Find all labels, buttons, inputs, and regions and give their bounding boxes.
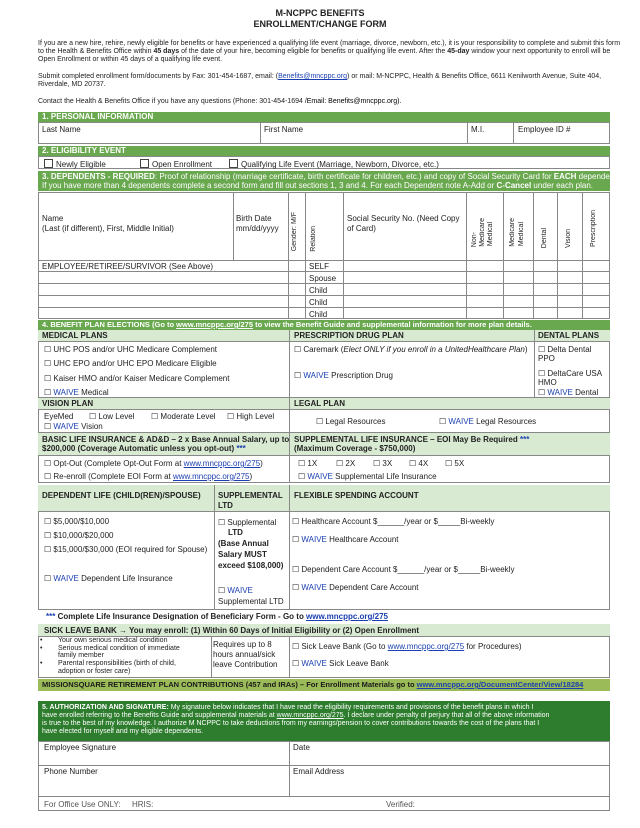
waive-dental-option[interactable]: ☐ WAIVE Dental (538, 388, 599, 397)
col-nonmed-2: Medicare (479, 218, 486, 247)
hris-label: HRIS: (132, 800, 154, 809)
intro-line-2: to the Health & Benefits Office within 45 days of the date of your hire, becoming eligible for benefits or qualifying life event. After the 45-day window your next opportunity to enroll will be (38, 48, 611, 55)
col-prescription: Prescription (590, 210, 597, 247)
sick-bullet-3: Parental responsibilities (birth of child, (58, 660, 176, 667)
intro-line-1: If you are a new hire, rehire, newly eligible for benefits or have experienced a qualifying life event (marriage, divorce, newborn, etc.), it is your responsibility to complete and submit this form (38, 40, 621, 47)
delta-ppo-sub: PPO (538, 354, 555, 363)
section2-header: 2. ELIGIBILITY EVENT (38, 146, 610, 156)
basic-life-title: BASIC LIFE INSURANCE & AD&D – 2 x Base Annual Salary, up to (42, 435, 290, 444)
supp-4x-option[interactable]: ☐ 4X (409, 459, 429, 468)
waive-supp-life-option[interactable]: ☐ WAIVE Supplemental Life Insurance (298, 472, 437, 481)
form-title: M-NCPPC BENEFITS (275, 8, 365, 18)
rel-self: SELF (309, 262, 330, 271)
col-med-2: Medical (518, 222, 525, 247)
vision-moderate-option[interactable]: ☐ Moderate Level (151, 412, 216, 421)
fsa-title: FLEXIBLE SPENDING ACCOUNT (294, 491, 419, 500)
date-field[interactable]: Date (293, 743, 310, 752)
phone-number-field[interactable]: Phone Number (44, 767, 98, 776)
supp-1x-option[interactable]: ☐ 1X (298, 459, 318, 468)
eyemed-label: EyeMed (44, 412, 74, 421)
supp-ltd-title-2: LTD (218, 501, 233, 510)
first-name-field[interactable]: First Name (264, 125, 304, 134)
requires-line-3: leave Contribution (213, 660, 278, 669)
col-birth-sub: mm/dd/yyyy (236, 224, 279, 233)
sick-leave-title: SICK LEAVE BANK → You may enroll: (1) Within 60 Days of Initial Eligibility or (2) Open Enrollment (44, 626, 420, 635)
qualifying-event-option[interactable]: Qualifying Life Event (Marriage, Newborn, Divorce, etc.) (229, 159, 439, 169)
dental-plans-title: DENTAL PLANS (538, 331, 600, 340)
section4-header: 4. BENEFIT PLAN ELECTIONS (Go to www.mncppc.org/275 to view the Benefit Guide and supplemental information for more plan details. (38, 320, 610, 330)
waive-dependent-care-option[interactable]: ☐ WAIVE Dependent Care Account (292, 583, 419, 592)
rel-spouse: Spouse (309, 274, 337, 283)
supp-5x-option[interactable]: ☐ 5X (445, 459, 465, 468)
checkbox-icon[interactable] (44, 159, 53, 168)
opt-out-option[interactable]: ☐ Opt-Out (Complete Opt-Out Form at www.mncppc.org/275) (44, 459, 263, 468)
dep-life-5k-option[interactable]: ☐ $5,000/$10,000 (44, 517, 110, 526)
plans-link[interactable]: www.mncppc.org/275 (176, 320, 253, 329)
last-name-field[interactable]: Last Name (42, 125, 81, 134)
kaiser-option[interactable]: ☐ Kaiser HMO and/or Kaiser Medicare Complement (44, 374, 230, 383)
bullet-icon: • (40, 660, 43, 667)
vision-high-option[interactable]: ☐ High Level (227, 412, 275, 421)
waive-vision-option[interactable]: ☐ WAIVE Vision (44, 422, 103, 431)
uhc-epo-option[interactable]: ☐ UHC EPO and/or UHC EPO Medicare Eligible (44, 359, 217, 368)
missionsquare-link[interactable]: www.mncppc.org/DocumentCenter/View/18284 (416, 680, 584, 689)
col-med: Medicare (509, 218, 516, 247)
col-ssn: Social Security No. (Need Copy (347, 214, 460, 223)
supp-life-title: SUPPLEMENTAL LIFE INSURANCE – EOI May Be Required *** (294, 435, 530, 444)
waive-healthcare-option[interactable]: ☐ WAIVE Healthcare Account (292, 535, 399, 544)
bullet-icon: • (40, 637, 43, 644)
supp-3x-option[interactable]: ☐ 3X (373, 459, 393, 468)
sick-bullet-1: Your own serious medical condition (58, 637, 168, 644)
deltacare-sub: HMO (538, 378, 557, 387)
ltd-line-5: exceed $108,000) (218, 561, 284, 570)
deltacare-option[interactable]: ☐ DeltaCare USA (538, 369, 603, 378)
employee-id-field[interactable]: Employee ID # (518, 125, 571, 134)
col-birth: Birth Date (236, 214, 272, 223)
sick-bullet-3b: adoption or foster care) (58, 668, 131, 675)
supp-2x-option[interactable]: ☐ 2X (336, 459, 356, 468)
requires-line-1: Requires up to 8 (213, 640, 272, 649)
checkbox-icon[interactable] (140, 159, 149, 168)
dep-life-title: DEPENDENT LIFE (CHILD(REN)/SPOUSE) (42, 491, 201, 500)
beneficiary-link[interactable]: www.mncppc.org/275 (306, 612, 388, 621)
bullet-icon: • (40, 645, 43, 652)
uhc-pos-option[interactable]: ☐ UHC POS and/or UHC Medicare Complement (44, 345, 218, 354)
employee-row-label: EMPLOYEE/RETIREE/SURVIVOR (See Above) (42, 262, 214, 271)
re-enroll-option[interactable]: ☐ Re-enroll (Complete EOI Form at www.mncppc.org/275) (44, 472, 253, 481)
waive-medical-option[interactable]: ☐ WAIVE Medical (44, 388, 109, 397)
contact-line: Contact the Health & Benefits Office if you have any questions (Phone: 301-454-1694 /Email: Benefits@mncppc.org). (38, 98, 402, 105)
rx-plan-title: PRESCRIPTION DRUG PLAN (294, 331, 404, 340)
ltd-line-2: LTD (228, 528, 243, 537)
col-name-sub: (Last (if different), First, Middle Initial) (42, 224, 174, 233)
col-nonmed: Non- (471, 232, 478, 248)
waive-ltd-sub: Supplemental LTD (218, 597, 284, 606)
submit-line-1: Submit completed enrollment form/documents by Fax: 301-454-1687, email: (Benefits@mncppc.org) or mail: M-NCPPC, Health & Benefits Office, 6611 Kenilworth Avenue, Suite 404, (38, 73, 602, 80)
supp-ltd-option[interactable]: ☐ Supplemental (218, 518, 277, 527)
rel-child-1: Child (309, 286, 328, 295)
sick-bullet-2: Serious medical condition of immediate (58, 645, 180, 652)
legal-plan-title: LEGAL PLAN (294, 399, 345, 408)
vision-low-option[interactable]: ☐ Low Level (89, 412, 135, 421)
submit-line-2: Riverdale, MD 20737. (38, 81, 106, 88)
dep-life-10k-option[interactable]: ☐ $10,000/$20,000 (44, 531, 114, 540)
rel-child-3: Child (309, 310, 328, 319)
caremark-option[interactable]: ☐ Caremark (Elect ONLY if you enroll in a UnitedHealthcare Plan) (294, 345, 528, 354)
waive-ltd-option[interactable]: ☐ WAIVE (218, 586, 253, 595)
col-dental: Dental (541, 228, 548, 249)
mi-field[interactable]: M.I. (471, 125, 485, 134)
sick-leave-option[interactable]: ☐ Sick Leave Bank (Go to www.mncppc.org/275 for Procedures) (292, 642, 522, 651)
vision-plan-title: VISION PLAN (42, 399, 94, 408)
ltd-line-3: (Base Annual (218, 539, 269, 548)
rel-child-2: Child (309, 298, 328, 307)
col-name: Name (42, 214, 64, 223)
intro-line-3: Open Enrollment or within 45 days of a qualifying life event. (38, 56, 223, 63)
basic-life-title-2: $200,000 (Coverage Automatic unless you opt-out) *** (42, 444, 246, 453)
col-vision: Vision (565, 229, 572, 248)
checkbox-icon[interactable] (229, 159, 238, 168)
ltd-line-4: Salary MUST (218, 550, 267, 559)
col-ssn-sub: of Card) (347, 224, 376, 233)
benefits-email-link[interactable]: Benefits@mncppc.org (278, 73, 348, 80)
delta-ppo-option[interactable]: ☐ Delta Dental (538, 345, 592, 354)
waive-dep-life-option[interactable]: ☐ WAIVE Dependent Life Insurance (44, 574, 173, 583)
supp-ltd-title: SUPPLEMENTAL (218, 491, 283, 500)
form-subtitle: ENROLLMENT/CHANGE FORM (253, 19, 387, 29)
beneficiary-line: *** Complete Life Insurance Designation of Beneficiary Form - Go to www.mncppc.org/275 (46, 612, 388, 621)
supp-life-title-2: (Maximum Coverage - $750,000) (294, 444, 416, 453)
newly-eligible-option[interactable]: Newly Eligible (44, 159, 106, 169)
legal-resources-option[interactable]: ☐ Legal Resources (316, 417, 386, 426)
dep-life-15k-option[interactable]: ☐ $15,000/$30,000 (EOI required for Spouse) (44, 545, 208, 554)
authorization-block: 5. AUTHORIZATION AND SIGNATURE: My signature below indicates that I have read the eligibility requirements and provisions of the benefit plans in which I have enrolled referring to the Benefits Guide and supplemental materials at www.mncppc.org/275. I declare under penalty of perjury that all of the above information is true to the best of my knowledge. I authorize M NCPPC to take deductions from my earnings/pension to cover contributions towards the cost of the plans that I have elected for myself and my eligible dependents. (38, 701, 610, 741)
missionsquare-bar: MISSIONSQUARE RETIREMENT PLAN CONTRIBUTIONS (457 and IRAs) – For Enrollment Materials go to www.mncppc.org/DocumentCenter/View/18284 (38, 679, 610, 691)
signature-block (38, 741, 610, 811)
medical-plans-title: MEDICAL PLANS (42, 331, 108, 340)
dependent-care-option[interactable]: ☐ Dependent Care Account $______/year or $_____Bi-weekly (292, 565, 515, 574)
col-gender: Gender: M/F (291, 212, 298, 252)
requires-line-2: hours annual/sick (213, 650, 276, 659)
waive-legal-option[interactable]: ☐ WAIVE Legal Resources (439, 417, 537, 426)
section3-header: 3. DEPENDENTS - REQUIRED: Proof of relationship (marriage certificate, birth certificate for children, etc.) and copy of Social Security Card for EACH dependent. If you have more than 4 dependents complete a second form and fill out sections 1, 3 and 4. For each Dependent note A-Add or C-Cancel under each plan. (38, 171, 610, 191)
section1-header: 1. PERSONAL INFORMATION (38, 112, 610, 122)
verified-label: Verified: (386, 800, 415, 809)
col-nonmed-3: Medical (487, 222, 494, 247)
email-address-field[interactable]: Email Address (293, 767, 345, 776)
open-enrollment-option[interactable]: Open Enrollment (140, 159, 212, 169)
employee-signature-field[interactable]: Employee Signature (44, 743, 117, 752)
waive-sick-leave-option[interactable]: ☐ WAIVE Sick Leave Bank (292, 659, 389, 668)
healthcare-account-option[interactable]: ☐ Healthcare Account $______/year or $_____Bi-weekly (292, 517, 495, 526)
col-relation: Relation (310, 226, 317, 252)
waive-rx-option[interactable]: ☐ WAIVE Prescription Drug (294, 371, 393, 380)
office-use-label: For Office Use ONLY: (44, 800, 121, 809)
sick-bullet-2b: family member (58, 652, 104, 659)
